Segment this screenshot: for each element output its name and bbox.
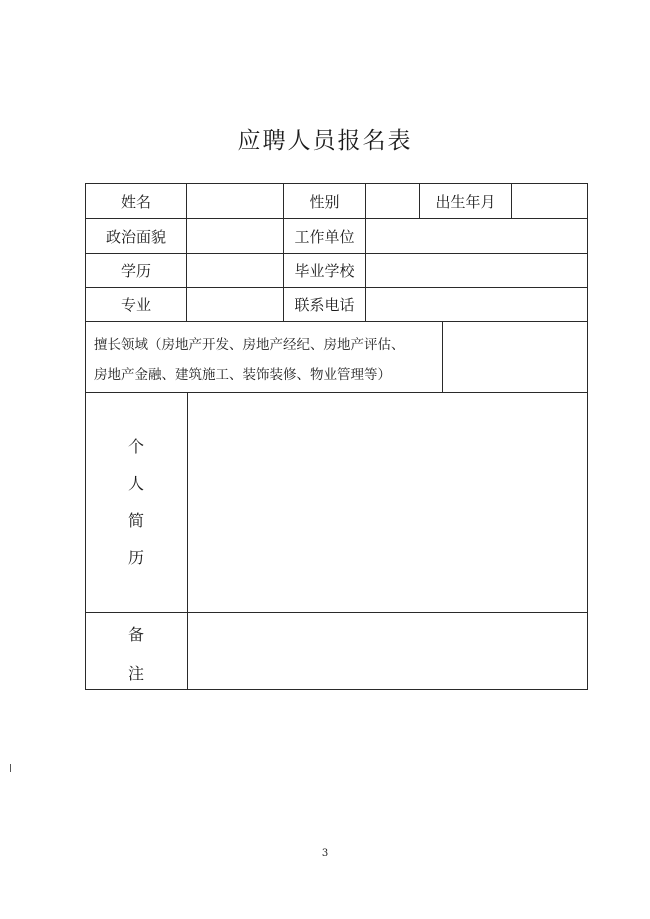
phone-label: 联系电话: [294, 296, 355, 314]
resume-label-char: 人: [127, 474, 144, 493]
specialty-label-line-2: 房地产金融、建筑施工、装饰装修、物业管理等）: [94, 367, 391, 383]
gender-field[interactable]: [366, 184, 419, 218]
specialty-field[interactable]: [443, 322, 587, 392]
scan-mark: [10, 764, 11, 772]
resume-label-char: 简: [127, 511, 144, 530]
specialty-label: [94, 330, 442, 390]
political-status-label: 政治面貌: [105, 227, 166, 246]
birth-date-label: 出生年月: [435, 192, 496, 211]
birth-date-field[interactable]: [512, 184, 587, 218]
education-label: 学历: [120, 262, 151, 280]
gender-label: 性别: [309, 192, 340, 211]
name-label: 姓名: [120, 192, 151, 211]
remarks-label-char: 备: [127, 625, 144, 644]
major-label: 专业: [120, 296, 151, 314]
remarks-label-char: 注: [127, 664, 144, 683]
specialty-label-line-1: 擅长领域（房地产开发、房地产经纪、房地产评估、: [94, 337, 405, 353]
work-unit-field[interactable]: [366, 219, 587, 253]
page-number: 3: [321, 848, 329, 859]
remarks-field[interactable]: [188, 613, 587, 689]
registration-form-table: [85, 183, 588, 690]
page-title: 应聘人员报名表: [237, 128, 413, 154]
education-field[interactable]: [187, 254, 283, 287]
political-status-field[interactable]: [187, 219, 283, 253]
remarks-label: [86, 622, 186, 684]
major-field[interactable]: [187, 288, 283, 321]
work-unit-label: 工作单位: [294, 227, 355, 246]
resume-field[interactable]: [188, 393, 587, 612]
phone-field[interactable]: [366, 288, 587, 321]
graduate-school-label: 毕业学校: [294, 262, 355, 280]
resume-label: [86, 434, 186, 568]
resume-label-char: 历: [127, 548, 144, 567]
name-field[interactable]: [187, 184, 283, 218]
graduate-school-field[interactable]: [366, 254, 587, 287]
resume-label-char: 个: [127, 437, 144, 456]
